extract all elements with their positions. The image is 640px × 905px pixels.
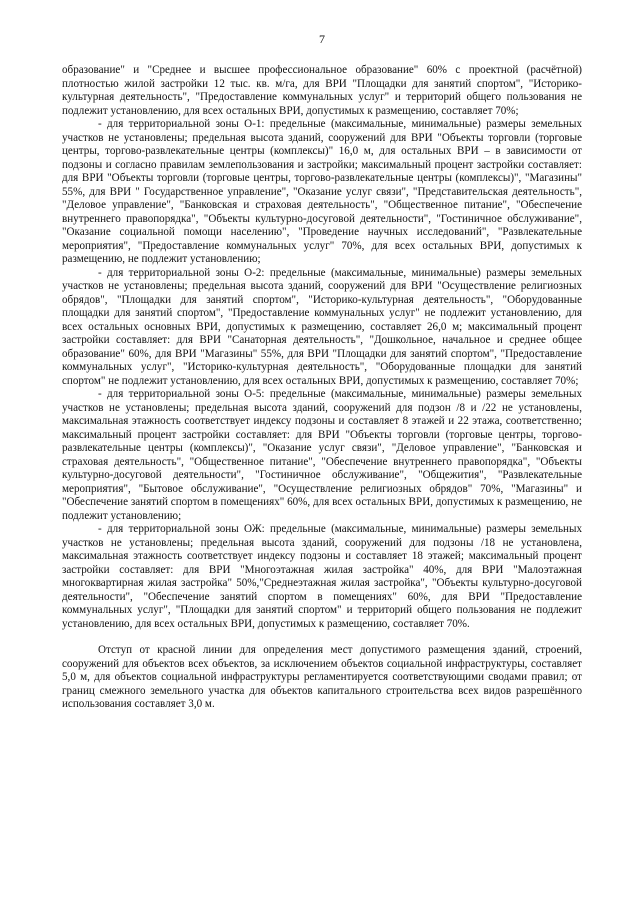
paragraph-continuation: образование" и "Среднее и высшее профессиональное образование" 60% с проектной (расчётной) плотностью жилой застройки 12 тыс. кв. м/га, для ВРИ "Площадки для занятий спортом", "Историко-культурная деятельность", "Предоставление коммунальных услуг" и территорий общего пользования не подлежит установлению, для всех остальных ВРИ, допустимых к размещению, составляет 70%; — [62, 64, 582, 117]
paragraph-zone-o2: - для территориальной зоны О-2: предельные (максимальные, минимальные) размеры земельных участков не установлены; предельная высота зданий, сооружений для ВРИ "Осуществление религиозных обрядов", "Площадки для занятий спортом", "Историко-культурная деятельность", "Оборудованные площадки для занятий спортом", "Предоставление коммунальных услуг" не подлежит установлению, для всех остальных основных ВРИ, допустимых к размещению, составляет 26,0 м; максимальный процент застройки составляет: для ВРИ "Санаторная деятельность", "Дошкольное, начальное и среднее общее образование" 60%, для ВРИ "Магазины" 55%, для ВРИ "Площадки для занятий спортом", "Предоставление коммунальных услуг", "Историко-культурная деятельность", "Оборудованные площадки для занятий спортом" не подлежит установлению, для всех остальных ВРИ, допустимых к размещению, составляет 70%; — [62, 266, 582, 387]
paragraph-zone-o1: - для территориальной зоны О-1: предельные (максимальные, минимальные) размеры земельных участков не установлены; предельная высота зданий, сооружений для ВРИ "Объекты торговли (торговые центры, торгово-развлекательные центры (комплексы)" 16,0 м, для остальных ВРИ – в зависимости от подзоны и согласно правилам землепользования и застройки; максимальный процент застройки составляет: для ВРИ "Объекты торговли (торговые центры, торгово-развлекательные центры (комплексы)", "Магазины" 55%, для ВРИ " Государственное управление", "Оказание услуг связи", "Представительская деятельность", "Деловое управление", "Банковская и страховая деятельность", "Общественное питание", "Обеспечение внутреннего правопорядка", "Объекты культурно-досуговой деятельности", "Гостиничное обслуживание", "Оказание социальной помощи населению", "Проведение научных исследований", "Развлекательные мероприятия", "Предоставление коммунальных услуг" 70%, для всех остальных ВРИ, допустимых к размещению, не подлежит установлению; — [62, 118, 582, 265]
paragraph-red-line-setback: Отступ от красной линии для определения мест допустимого размещения зданий, строений, сооружений для объектов всех объектов, за исключением объектов социальной инфраструктуры, составляет 5,0 м, для объектов социальной инфраструктуры регламентируется соответствующими сводами правил; от границ смежного земельного участка для объектов капитального строительства всех видов разрешённого использования составляет 3,0 м. — [62, 644, 582, 710]
paragraph-zone-ozh: - для территориальной зоны ОЖ: предельные (максимальные, минимальные) размеры земельных участков не установлены; предельная высота зданий, сооружений для подзоны /18 не установлена, максимальная этажность соответствует индексу подзоны и составляет 18 этажей; максимальный процент застройки составляет: для ВРИ "Многоэтажная жилая застройка" 40%, для ВРИ "Малоэтажная многоквартирная жилая застройка" 50%,"Среднеэтажная жилая застройка", "Объекты культурно-досуговой деятельности", "Обеспечение занятий спортом в помещениях" 60%, для ВРИ "Предоставление коммунальных услуг", "Площадки для занятий спортом" и территорий общего пользования не подлежит установлению, для всех остальных ВРИ, допустимых к размещению, составляет 70%. — [62, 523, 582, 630]
document-body — [62, 64, 582, 712]
page-number: 7 — [319, 32, 325, 46]
paragraph-zone-o5: - для территориальной зоны О-5: предельные (максимальные, минимальные) размеры земельных участков не установлены; предельная высота зданий, сооружений для подзон /8 и /22 не установлены, максимальная этажность соответствует индексу подзоны и составляет 8 этажей и 22 этажа, соответственно; максимальный процент застройки составляет: для ВРИ "Объекты торговли (торговые центры, торгово-развлекательные центры (комплексы)", "Оказание услуг связи", "Деловое управление", "Банковская и страховая деятельность", "Общественное питание", "Обеспечение внутреннего правопорядка", "Объекты культурно-досуговой деятельности", "Гостиничное обслуживание", "Общежития", "Развлекательные мероприятия", "Бытовое обслуживание", "Осуществление религиозных обрядов" 70%, "Магазины" и "Обеспечение занятий спортом в помещениях" 60%, для всех остальных ВРИ, допустимых к размещению, не подлежит установлению; — [62, 388, 582, 522]
